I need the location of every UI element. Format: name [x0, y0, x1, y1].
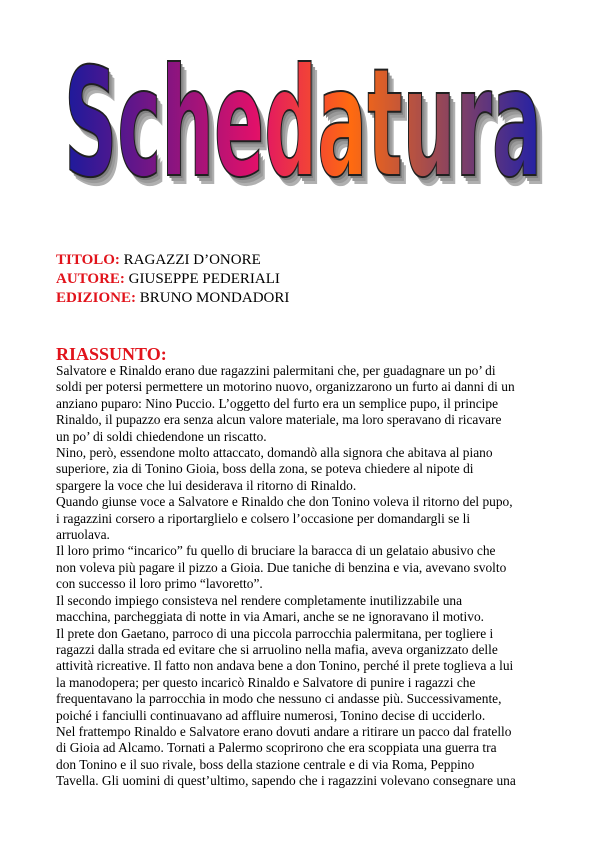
info-value: RAGAZZI D’ONORE: [123, 252, 261, 268]
info-value: GIUSEPPE PEDERIALI: [128, 271, 280, 287]
wordart-shadow-layer: Schedatura: [66, 40, 544, 200]
info-row-edition: [56, 289, 289, 308]
summary-line: spargere la voce che lui desiderava il ritorno di Rinaldo.: [56, 477, 357, 493]
summary-line: la manodopera; per questo incaricò Rinaldo e Salvatore di punire i ragazzi che: [56, 674, 476, 690]
summary-line: non voleva più pagare il pizzo a Gioia. Due taniche di benzina e via, avevano svolto: [56, 559, 507, 575]
summary-line: Nel frattempo Rinaldo e Salvatore erano dovuti andare a ritirare un pacco dal fratello: [56, 723, 512, 739]
summary-line: macchina, parcheggiata di notte in via Amari, anche se ne ignoravano il motivo.: [56, 609, 484, 625]
summary-line: Quando giunse voce a Salvatore e Rinaldo che don Tonino voleva il ritorno del pupo,: [56, 494, 513, 510]
summary-line: Tavella. Gli uomini di quest’ultimo, sapendo che i ragazzini volevano consegnare una: [56, 773, 516, 789]
summary-line: Il secondo impiego consisteva nel rendere completamente inutilizzabile una: [56, 592, 463, 608]
summary-body: [56, 363, 544, 790]
info-label: TITOLO:: [56, 252, 120, 268]
wordart-shadow-layer: Schedatura: [68, 43, 546, 200]
info-label: AUTORE:: [56, 271, 125, 287]
page-title: Schedatura: [64, 40, 542, 200]
wordart-shadow-layer: Schedatura: [70, 46, 548, 200]
summary-line: superiore, zia di Tonino Gioia, boss della zona, se poteva chiedere al nipote di: [56, 461, 474, 477]
summary-line: poiché i fanciulli continuavano ad affluire numerosi, Tonino decise di ucciderlo.: [56, 707, 486, 723]
summary-line: Il prete don Gaetano, parroco di una piccola parrocchia palermitana, per togliere i: [56, 625, 494, 641]
summary-heading: RIASSUNTO:: [56, 344, 167, 364]
summary-line: ragazzi dalla strada ed evitare che si arruolino nella mafia, aveva organizzato delle: [56, 641, 498, 657]
summary-line: anziano puparo: Nino Puccio. L’oggetto del furto era un semplice pupo, il principe: [56, 395, 499, 411]
summary-line: i ragazzini corsero a riportarglielo e colsero l’occasione per domandargli se li: [56, 510, 471, 526]
info-value: BRUNO MONDADORI: [139, 290, 290, 306]
summary-line: Salvatore e Rinaldo erano due ragazzini palermitani che, per guadagnare un po’ di: [56, 363, 496, 378]
summary-line: don Tonino e il suo rivale, boss della stazione centrale e di via Roma, Peppino: [56, 756, 475, 772]
summary-line: soldi per potersi permettere un motorino nuovo, organizzarono un furto ai danni di un: [56, 379, 515, 395]
summary-line: Rinaldo, il pupazzo era senza alcun valore materiale, ma loro speravano di ricavare: [56, 412, 502, 428]
summary-line: arruolava.: [56, 527, 110, 543]
summary-line: attività ricreative. Il fatto non andava bene a don Tonino, perché il prete toglieva a lui: [56, 658, 514, 674]
summary-line: di Gioia ad Alcamo. Tornati a Palermo scoprirono che era scoppiata una guerra tra: [56, 740, 497, 756]
summary-line: Nino, però, essendone molto attaccato, domandò alla signora che abitava al piano: [56, 445, 493, 461]
summary-line: un po’ di soldi chiedendone un riscatto.: [56, 428, 267, 444]
wordart-title: [58, 40, 548, 200]
info-label: EDIZIONE:: [56, 290, 137, 306]
book-info: [56, 251, 289, 308]
summary-line: frequentavano la parrocchia in modo che nessuno ci andasse più. Successivamente,: [56, 691, 502, 707]
summary-line: Il loro primo “incarico” fu quello di bruciare la baracca di un gelataio abusivo che: [56, 543, 496, 559]
info-row-author: [56, 270, 289, 289]
info-row-title: [56, 251, 289, 270]
summary-line: con successo il loro primo “lavoretto”.: [56, 576, 263, 592]
